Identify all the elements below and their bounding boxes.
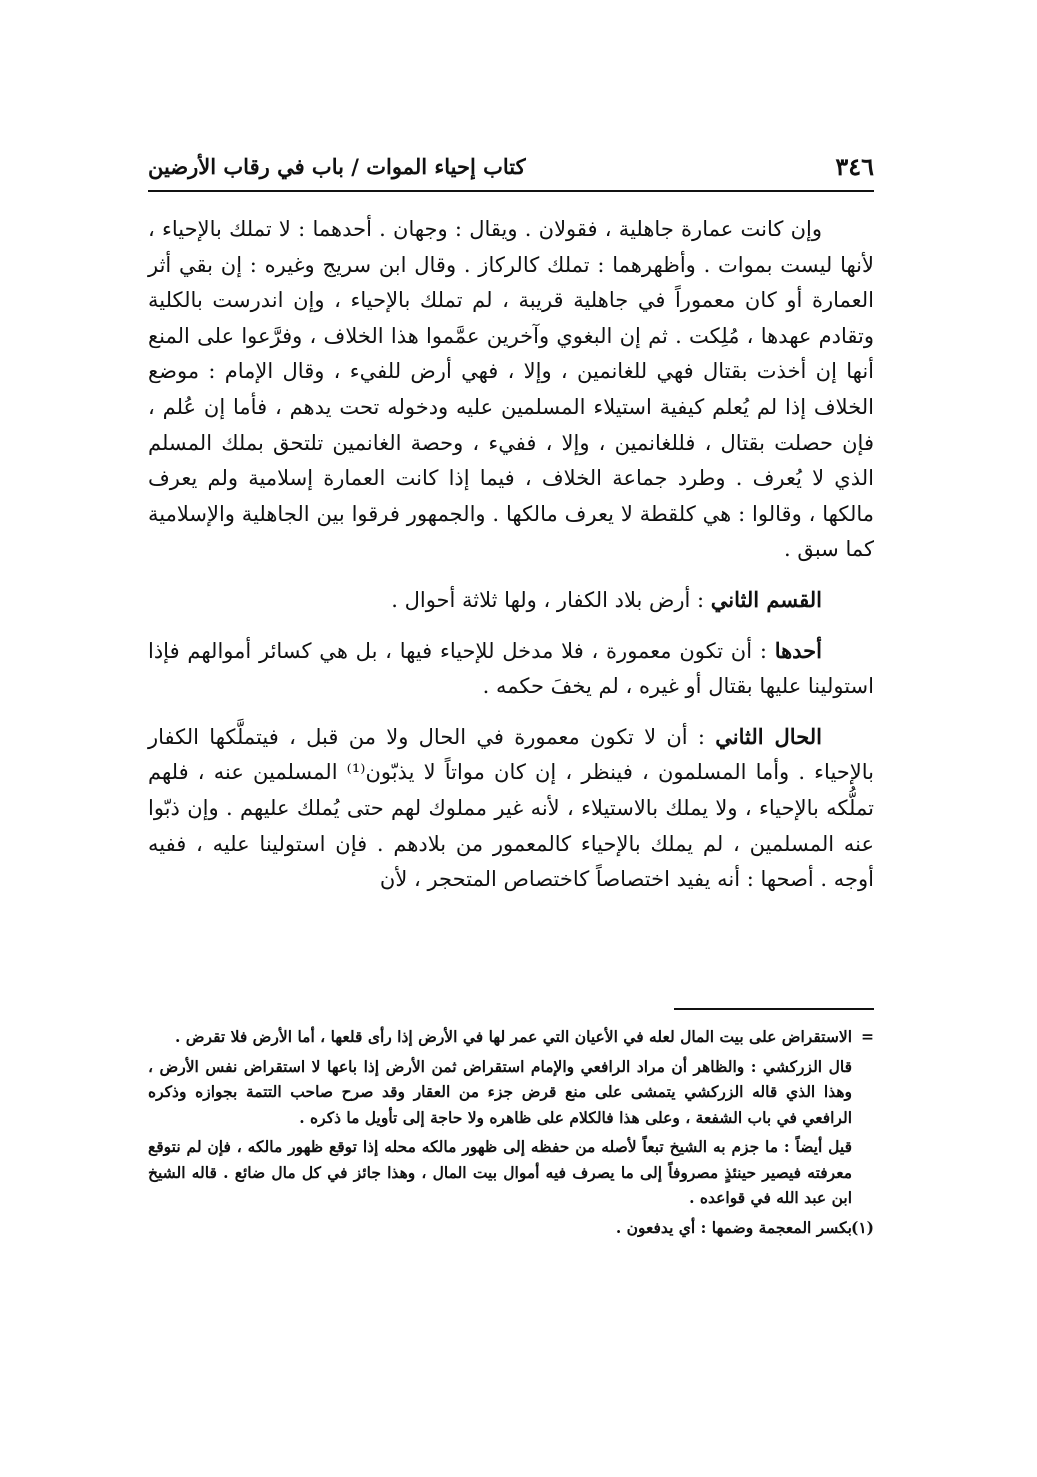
footnote-continuation-2: قال الزركشي : والظاهر أن مراد الرافعي والإمام استقراض ثمن الأرض إذا باعها لا استقراض نفس الأرض ، وهذا الذي قاله الزركشي يتمشى على منع قرض جزء من العقار وقد صرح صاحب التتمة بجوازه وذكره الرافعي في باب الشفعة ، وعلى هذا فالكلام على ظاهره ولا حاجة إلى تأويل ما ذكره . — [148, 1056, 852, 1127]
continuation-mark: = — [861, 1027, 874, 1046]
case-one-term: أحدها — [774, 637, 822, 663]
footnotes — [148, 1024, 874, 1244]
footnote-number: (١) — [850, 1217, 874, 1237]
running-title: كتاب إحياء الموات / باب في رقاب الأرضين — [148, 154, 526, 179]
footnote-continuation-3: قيل أيضاً : ما جزم به الشيخ تبعاً لأصله من حفظه إلى ظهور مالكه محله إذا توقع ظهور مالكه ، فإن لم نتوقع معرفته فيصير حينئذٍ مصروفاً إلى ما يصرف فيه أموال بيت المال ، وهذا جائز في كل مال ضائع . قاله الشيخ ابن عبد الله في قواعده . — [148, 1137, 852, 1207]
paragraph-3-text: : أن تكون معمورة ، فلا مدخل للإحياء فيها ، بل هي كسائر أموالهم فإذا استولينا عليها بقتال أو غيره ، لم يخفَ حكمه . — [148, 638, 874, 699]
footnote-1 — [148, 1215, 874, 1241]
footnote-divider — [674, 1008, 874, 1010]
paragraph-1: وإن كانت عمارة جاهلية ، فقولان . ويقال : وجهان . أحدهما : لا تملك بالإحياء ، لأنها ليست بموات . وأظهرهما : تملك كالركاز . وقال ابن سريج وغيره : إن بقي أثر العمارة أو كان معموراً في جاهلية قريبة ، لم تملك بالإحياء ، وإن اندرست بالكلية وتقادم عهدها ، مُلِكت . ثم إن البغوي وآخرين عمَّموا هذا الخلاف ، وفرَّعوا على المنع أنها إن أخذت بقتال فهي للغانمين ، وإلا ، فهي أرض للفيء ، وقال الإمام : موضع الخلاف إذا لم يُعلم كيفية استيلاء المسلمين عليه ودخوله تحت يدهم ، فأما إن عُلم ، فإن حصلت بقتال ، فللغانمين ، وإلا ، ففيء ، وحصة الغانمين تلتحق بملك المسلم الذي لا يُعرف . وطرد جماعة الخلاف ، فيما إذا كانت العمارة إسلامية ولم يعرف مالكها ، وقالوا : هي كلقطة لا يعرف مالكها . والجمهور فرقوا بين الجاهلية والإسلامية كما سبق . — [148, 217, 874, 562]
main-text — [148, 212, 874, 912]
footnote-continuation-1 — [148, 1024, 874, 1050]
footnote-1-text: بكسر المعجمة وضمها : أي يدفعون . — [615, 1217, 852, 1237]
paragraph-4 — [148, 719, 874, 898]
section-term: القسم الثاني — [710, 586, 822, 612]
footnote-continuation-1-text: الاستقراض على بيت المال لعله في الأعيان التي عمر لها في الأرض إذا رأى قلعها ، أما الأرض فلا تقرض . — [174, 1027, 852, 1046]
page-number: ٣٤٦ — [835, 152, 874, 181]
paragraph-3 — [148, 633, 874, 705]
paragraph-2 — [148, 582, 874, 619]
page-header — [148, 150, 874, 192]
paragraph-4-text: : أن لا تكون معمورة في الحال ولا من قبل ، فيتملَّكها الكفار بالإحياء . وأما المسلمون ، فينظر ، إن كان مواتاً لا يذبّون⁽¹⁾ المسلمين عنه ، فلهم تملُّكه بالإحياء ، ولا يملك بالاستيلاء ، لأنه غير مملوك لهم حتى يُملك عليهم . وإن ذبّوا عنه المسلمين ، لم يملك بالإحياء كالمعمور من بلادهم . فإن استولينا عليه ، ففيه أوجه . أصحها : أنه يفيد اختصاصاً كاختصاص المتحجر ، لأن — [148, 724, 874, 892]
paragraph-2-text: : أرض بلاد الكفار ، ولها ثلاثة أحوال . — [391, 587, 711, 612]
case-two-term: الحال الثاني — [715, 723, 822, 749]
